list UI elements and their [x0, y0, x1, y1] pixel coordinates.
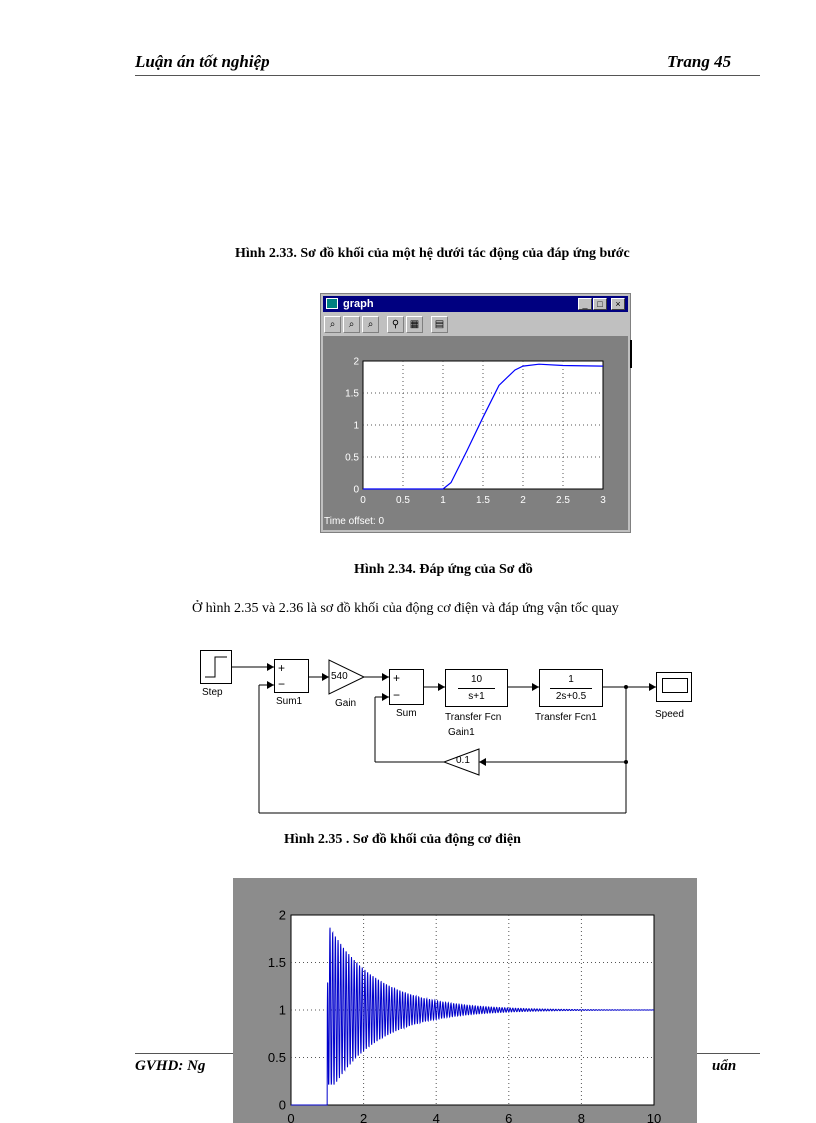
fig234-caption-text: Đáp ứng của Sơ đồ — [415, 562, 533, 577]
y-tick-label: 1 — [278, 1002, 286, 1018]
x-tick-label: 1 — [440, 495, 446, 506]
minimize-button[interactable]: _ — [578, 298, 592, 310]
sum1-plus: + — [278, 661, 286, 675]
fig233-caption — [235, 246, 630, 262]
save-axes-icon[interactable]: ▦ — [406, 316, 423, 333]
x-tick-label: 2 — [359, 1111, 368, 1123]
y-tick-label: 1 — [353, 420, 359, 432]
y-tick-label: 0 — [278, 1097, 286, 1113]
sum-minus: − — [393, 688, 401, 702]
x-tick-label: 2.5 — [556, 495, 570, 506]
sum1-label: Sum1 — [276, 696, 303, 707]
speed-label: Speed — [655, 709, 684, 720]
x-tick-label: 4 — [432, 1111, 440, 1123]
x-tick-label: 10 — [646, 1111, 662, 1123]
x-tick-label: 0 — [287, 1111, 295, 1123]
transfer-fcn1-label: Transfer Fcn1 — [535, 712, 597, 723]
properties-icon[interactable]: ▤ — [431, 316, 448, 333]
footer-left: GVHD: Ng — [135, 1058, 206, 1074]
gain-label: Gain — [335, 698, 357, 709]
step-symbol-icon — [201, 651, 231, 683]
speed-response-chart — [233, 878, 697, 1123]
maximize-button[interactable]: □ — [593, 298, 607, 310]
x-tick-label: 8 — [577, 1111, 586, 1123]
zoom-icon[interactable]: ⌕ — [324, 316, 341, 333]
fig234-caption-num: Hình 2.34. — [354, 562, 416, 577]
sum-plus: + — [393, 671, 401, 685]
gain1-label: Gain1 — [448, 727, 475, 738]
fig233-caption-text: Sơ đồ khối của một hệ dưới tác động của đáp ứng bước — [296, 246, 630, 261]
transfer-fcn1-block — [539, 669, 603, 707]
tf2-numerator: 1 — [568, 674, 574, 685]
step-label: Step — [202, 687, 223, 698]
y-tick-label: 2 — [353, 356, 359, 368]
tf1-fraction-bar — [458, 688, 495, 689]
x-tick-label: 1.5 — [476, 495, 490, 506]
y-tick-label: 0.5 — [267, 1050, 286, 1066]
x-tick-label: 6 — [505, 1111, 513, 1123]
sum-block — [389, 669, 424, 705]
tf2-fraction-bar — [550, 688, 592, 689]
y-tick-label: 1.5 — [267, 955, 286, 971]
header-right: Trang 45 — [667, 52, 732, 71]
step-block — [200, 650, 232, 684]
block-diagram — [190, 640, 730, 820]
fig235-caption-num: Hình 2.35 . — [284, 832, 350, 847]
close-button[interactable]: × — [611, 298, 625, 310]
speed-scope-block — [656, 672, 692, 702]
fig235-caption — [284, 832, 521, 848]
tf1-denominator: s+1 — [468, 691, 485, 702]
zoom-x-icon[interactable]: ⌕ — [343, 316, 360, 333]
scope-screen-icon — [662, 678, 688, 693]
y-tick-label: 0 — [353, 484, 359, 496]
y-tick-label: 0.5 — [345, 452, 359, 464]
gain-value: 540 — [331, 671, 348, 682]
x-tick-label: 2 — [520, 495, 526, 506]
x-tick-label: 0.5 — [396, 495, 410, 506]
graph-title: graph — [343, 298, 374, 310]
y-tick-label: 2 — [278, 907, 286, 923]
x-tick-label: 0 — [360, 495, 366, 506]
time-offset-label: Time offset: 0 — [324, 516, 385, 527]
header-left: Luận án tốt nghiệp — [135, 52, 270, 71]
fig233-caption-num: Hình 2.33. — [235, 246, 297, 261]
y-tick-label: 1.5 — [345, 388, 359, 400]
body-paragraph: Ở hình 2.35 và 2.36 là sơ đồ khối của động cơ điện và đáp ứng vận tốc quay — [192, 601, 619, 616]
autoscale-icon[interactable]: ⚲ — [387, 316, 404, 333]
gain1-value: 0.1 — [456, 755, 470, 766]
sum1-block — [274, 659, 309, 693]
fig235-caption-text: Sơ đồ khối của động cơ điện — [349, 832, 521, 847]
fig234-caption — [354, 562, 533, 578]
window-edge-mark — [630, 340, 632, 368]
sum1-minus: − — [278, 677, 286, 691]
graph-titlebar — [323, 296, 628, 312]
x-tick-label: 3 — [600, 495, 606, 506]
footer-right: uẩn — [712, 1058, 737, 1074]
speed-scope-window — [233, 878, 697, 1123]
tf2-denominator: 2s+0.5 — [555, 691, 587, 702]
sum-label: Sum — [396, 708, 417, 719]
tf1-numerator: 10 — [470, 674, 483, 685]
transfer-fcn-block — [445, 669, 508, 707]
transfer-fcn-label: Transfer Fcn — [445, 712, 502, 723]
header-rule — [135, 75, 760, 76]
graph-window — [320, 293, 631, 533]
step-response-chart — [323, 336, 628, 530]
zoom-y-icon[interactable]: ⌕ — [362, 316, 379, 333]
app-icon — [326, 298, 338, 309]
